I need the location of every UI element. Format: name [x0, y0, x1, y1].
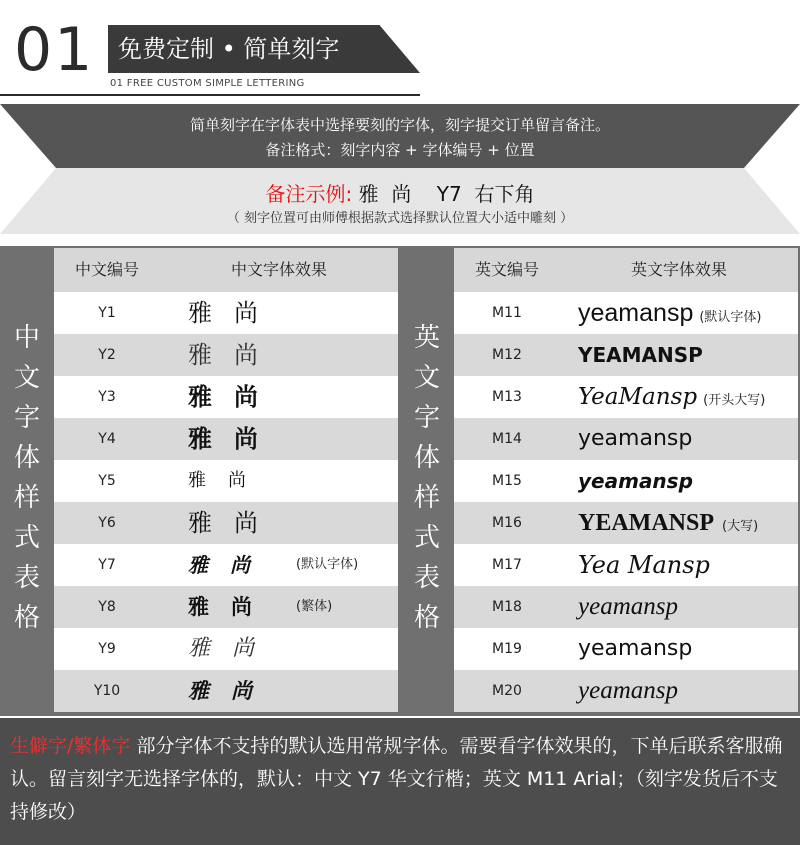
- font-sample: 雅尚: [188, 299, 280, 327]
- font-sample: yeamansp: [578, 636, 693, 661]
- font-sample: yeamansp: [578, 469, 693, 493]
- font-code: M12: [492, 347, 522, 363]
- header-code: 英文编号: [474, 260, 539, 279]
- font-sample: YeaMansp: [578, 384, 698, 410]
- font-code: M15: [492, 473, 522, 489]
- footer-body: 部分字体不支持的默认选用常规字体。需要看字体效果的，下单后联系客服确认。留言刻字无选择字体的，默认：中文 Y7 华文行楷；英文 M11 Arial；（刻字发货后不支持修改）: [10, 735, 783, 823]
- chinese-font-table: [54, 248, 398, 716]
- font-tables: [0, 246, 800, 716]
- font-code: Y7: [98, 557, 116, 573]
- table-row[interactable]: [454, 418, 798, 460]
- chinese-side-label: [7, 318, 47, 638]
- font-note: (繁体): [296, 599, 333, 614]
- example-line: [0, 178, 800, 207]
- font-sample: 雅尚: [188, 553, 272, 577]
- font-code: Y5: [98, 473, 116, 489]
- font-code: M13: [492, 389, 522, 405]
- font-code: Y4: [98, 431, 116, 447]
- table-row[interactable]: [54, 544, 398, 586]
- font-note: (默认字体): [296, 557, 359, 572]
- header-effect: 英文字体效果: [630, 260, 727, 279]
- side-char: 格: [413, 603, 440, 633]
- side-char: 表: [413, 563, 440, 593]
- font-sample: 雅尚: [188, 470, 268, 491]
- font-code: Y6: [98, 515, 116, 531]
- side-char: 体: [13, 443, 40, 473]
- table-row[interactable]: [454, 334, 798, 376]
- example-label: 备注示例:: [265, 182, 353, 206]
- font-sample: yeamansp: [578, 677, 678, 704]
- footer-highlight: 生僻字/繁体字: [10, 735, 131, 757]
- notice-line-1: 简单刻字在字体表中选择要刻的字体，刻字提交订单留言备注。: [189, 116, 610, 134]
- side-char: 中: [13, 323, 40, 353]
- footer-text: [10, 730, 794, 829]
- font-sample: 雅尚: [188, 678, 274, 703]
- table-row[interactable]: [454, 628, 798, 670]
- font-sample: YEAMANSP: [578, 343, 703, 367]
- table-header: [54, 248, 398, 292]
- font-code: M14: [492, 431, 522, 447]
- font-sample: YEAMANSP: [578, 510, 714, 536]
- side-char: 文: [413, 363, 440, 393]
- table-row[interactable]: [54, 670, 398, 712]
- table-row[interactable]: [454, 292, 798, 334]
- font-sample-cell: [578, 376, 765, 418]
- font-code: Y3: [98, 389, 116, 405]
- font-sample: 雅尚: [188, 594, 274, 619]
- table-row[interactable]: [454, 586, 798, 628]
- font-code: M16: [492, 515, 522, 531]
- english-side-label: [407, 318, 447, 638]
- header-code: 中文编号: [74, 260, 139, 279]
- side-char: 文: [13, 363, 40, 393]
- footer-notice: [0, 718, 800, 845]
- side-char: 格: [13, 603, 40, 633]
- font-code: M19: [492, 641, 522, 657]
- header-divider: [0, 94, 420, 96]
- font-sample: yeamansp: [578, 593, 678, 620]
- font-code: Y9: [98, 641, 116, 657]
- table-header: [454, 248, 798, 292]
- table-row[interactable]: [54, 502, 398, 544]
- font-code: Y2: [98, 347, 116, 363]
- side-char: 字: [413, 403, 440, 433]
- table-row[interactable]: [454, 544, 798, 586]
- font-code: M18: [492, 599, 522, 615]
- header-effect: 中文字体效果: [230, 260, 327, 279]
- font-sample: Yea Mansp: [578, 551, 710, 579]
- table-row[interactable]: [454, 376, 798, 418]
- font-sample: 雅尚: [188, 383, 280, 411]
- table-row[interactable]: [54, 292, 398, 334]
- font-note: (大写): [722, 519, 759, 534]
- side-char: 体: [413, 443, 440, 473]
- font-note: (默认字体): [699, 310, 762, 325]
- section-number: 01: [14, 15, 95, 85]
- side-char: 字: [13, 403, 40, 433]
- table-row[interactable]: [54, 628, 398, 670]
- font-sample-cell: [578, 292, 762, 334]
- font-sample: 雅尚: [188, 509, 280, 537]
- table-row[interactable]: [54, 418, 398, 460]
- table-row[interactable]: [454, 460, 798, 502]
- table-row[interactable]: [454, 502, 798, 544]
- table-row[interactable]: [54, 376, 398, 418]
- font-sample: 雅尚: [188, 424, 280, 453]
- side-char: 表: [13, 563, 40, 593]
- font-sample-cell: [578, 502, 758, 544]
- font-code: M11: [492, 305, 522, 321]
- table-row[interactable]: [54, 460, 398, 502]
- example-text: 雅 尚 Y7 右下角: [352, 182, 535, 206]
- example-note: （ 刻字位置可由师傅根据款式选择默认位置大小适中雕刻 ）: [226, 211, 574, 226]
- side-char: 式: [13, 523, 40, 553]
- font-code: Y8: [98, 599, 116, 615]
- font-note: (开头大写): [703, 393, 766, 408]
- notice-line-2: 备注格式：刻字内容 + 字体编号 + 位置: [265, 141, 535, 159]
- font-code: M17: [492, 557, 522, 573]
- side-char: 样: [13, 483, 40, 513]
- table-row[interactable]: [54, 334, 398, 376]
- side-char: 英: [413, 323, 440, 353]
- page-subtitle: 01 FREE CUSTOM SIMPLE LETTERING: [110, 78, 305, 89]
- english-font-table: [454, 248, 798, 716]
- font-sample: 雅尚: [188, 636, 277, 661]
- page-title: 免费定制 • 简单刻字: [118, 35, 340, 63]
- font-code: Y1: [98, 305, 116, 321]
- font-code: Y10: [93, 683, 121, 699]
- table-row[interactable]: [454, 670, 798, 712]
- side-char: 样: [413, 483, 440, 513]
- font-sample: 雅尚: [188, 341, 280, 369]
- font-sample: yeamansp: [578, 299, 694, 327]
- table-row[interactable]: [54, 586, 398, 628]
- font-code: M20: [492, 683, 522, 699]
- side-char: 式: [413, 523, 440, 553]
- font-sample: yeamansp: [578, 426, 693, 451]
